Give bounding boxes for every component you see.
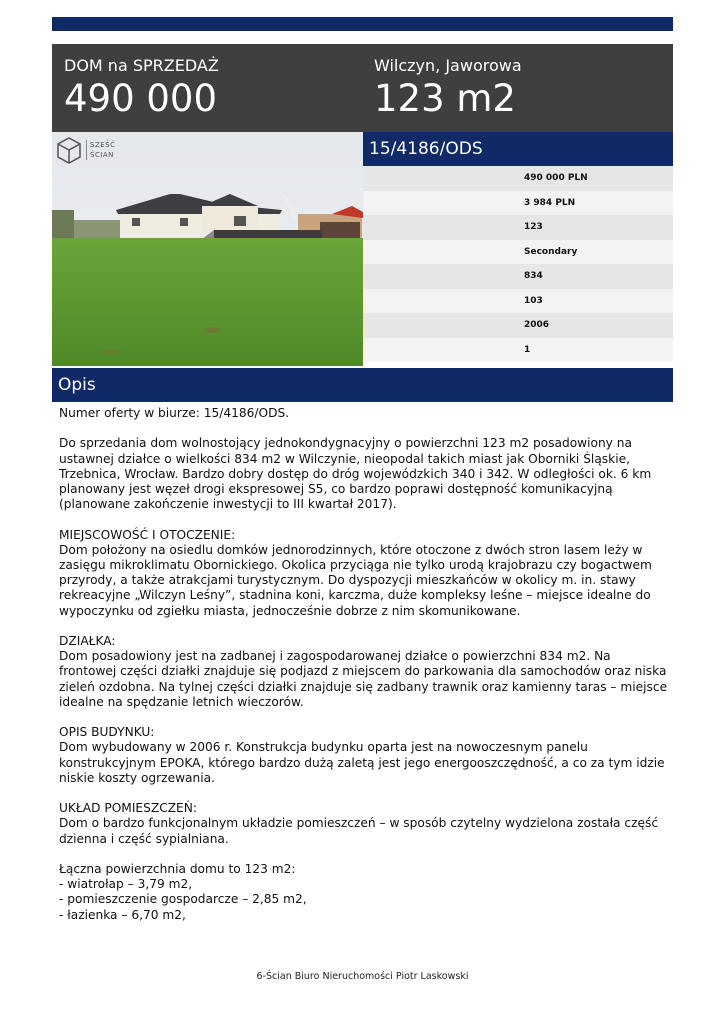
description-line: Dom posadowiony jest na zadbanej i zagospodarowanej działce o powierzchni 834 m2. Na <box>59 649 611 664</box>
paragraph-gap <box>59 512 669 527</box>
description-line: UKŁAD POMIESZCZEŃ: <box>59 801 197 816</box>
description-line: frontowej części działki znajduje się podjazd z miejscem do parkowania dla samochodów oraz niska <box>59 664 667 679</box>
description-line: zasięgu mikroklimatu Obornickiego. Okolica przyciąga nie tylko urodą krajobrazu czy bogactwem <box>59 558 652 572</box>
paragraph-gap <box>59 619 669 634</box>
description-line: - wiatrołap – 3,79 m2, <box>59 877 193 892</box>
description-line: Do sprzedania dom wolnostojący jednokondygnacyjny o powierzchni 123 m2 posadowiony na <box>59 436 632 451</box>
specs-table <box>363 166 673 362</box>
description-line: Numer oferty w biurze: 15/4186/ODS. <box>59 406 290 420</box>
header-right <box>374 56 522 120</box>
footer-agency: 6-Ścian Biuro Nieruchomości Piotr Laskowski <box>256 971 469 982</box>
paragraph-gap <box>59 710 669 725</box>
description-line: wypoczynku od zgiełku miasta, jednocześnie dobrze z nim skomunikowane. <box>59 603 521 618</box>
cube-logo-icon <box>56 136 82 164</box>
description-line: - łazienka – 6,70 m2, <box>59 907 186 922</box>
listing-price: 490 000 <box>64 77 218 120</box>
logo-line-2: ŚCIAN <box>90 151 114 159</box>
top-accent-bar <box>52 17 673 31</box>
house-photo-illustration <box>52 132 363 366</box>
description-body <box>59 406 669 923</box>
description-line: OPIS BUDYNKU: <box>59 725 155 740</box>
description-line: planowany jest węzeł drogi ekspresowej S5, co bardzo poprawi dostępność komunikacyjną <box>59 482 613 496</box>
description-line: Łączna powierzchnia domu to 123 m2: <box>59 862 296 876</box>
description-line: - pomieszczenie gospodarcze – 2,85 m2, <box>59 892 307 907</box>
description-line: konstrukcyjnym EPOKA, którego bardzo dużą zaletą jest jego energooszczędność, a co za tym idzie <box>59 755 665 770</box>
listing-type: DOM na SPRZEDAŻ <box>64 56 219 75</box>
spec-value-6: 103 <box>363 289 673 314</box>
description-line: rekreacyjne „Wilczyn Leśny”, stadnina koni, karczma, duże kompleksy leśne – miejsce idealne do <box>59 588 651 603</box>
offer-reference: 15/4186/ODS <box>363 132 673 166</box>
description-line: zieleń ozdobna. Na tylnej części działki znajduje się zadbany trawnik oraz kamienny taras – miejsce <box>59 679 668 694</box>
spec-price-per-m2: 3 984 PLN <box>363 191 673 216</box>
agency-logo <box>56 136 116 164</box>
description-line: Dom o bardzo funkcjonalnym układzie pomieszczeń – w sposób czytelny wydzielona została część <box>59 816 659 831</box>
spec-area: 123 <box>363 215 673 240</box>
spec-price: 490 000 PLN <box>363 166 673 191</box>
spec-plot-size: 834 <box>363 264 673 289</box>
header-left <box>64 56 219 120</box>
listing-area: 123 m2 <box>374 77 516 120</box>
description-line: MIEJSCOWOŚĆ I OTOCZENIE: <box>59 527 236 542</box>
spec-market: Secondary <box>363 240 673 265</box>
description-line: (planowane zakończenie inwestycji to III kwartał 2017). <box>59 497 397 512</box>
description-line: przyrody, a także atrakcjami turystycznym. Do dyspozycji mieszkańców w okolicy m. in. stawy <box>59 573 636 588</box>
paragraph-gap <box>59 786 669 801</box>
paragraph-gap <box>59 421 669 436</box>
description-line: Dom wybudowany w 2006 r. Konstrukcja budynku oparta jest na nowoczesnym panelu <box>59 740 588 755</box>
logo-text <box>86 140 116 160</box>
description-line: ustawnej działce o wielkości 834 m2 w Wilczynie, nieopodal takich miast jak Oborniki Śląskie, <box>59 451 630 466</box>
paragraph-gap <box>59 847 669 862</box>
logo-line-1: SZEŚĆ <box>90 141 116 149</box>
description-line: idealne na spędzanie letnich wieczorów. <box>59 694 304 709</box>
description-line: dzienna i część sypialniana. <box>59 831 229 846</box>
description-line: Trzebnica, Wrocław. Bardzo dobry dostęp do dróg wojewódzkich 340 i 342. W odległości ok. 6 km <box>59 466 652 481</box>
spec-year-built: 2006 <box>363 313 673 338</box>
description-line: DZIAŁKA: <box>59 634 116 648</box>
spec-floors: 1 <box>363 338 673 363</box>
listing-location: Wilczyn, Jaworowa <box>374 56 522 75</box>
description-line: niskie koszty ogrzewania. <box>59 770 215 785</box>
description-heading: Opis <box>52 368 673 402</box>
listing-header <box>52 44 673 132</box>
property-photo <box>52 132 363 366</box>
description-line: Dom położony na osiedlu domków jednorodzinnych, które otoczone z dwóch stron lasem leży w <box>59 542 643 557</box>
